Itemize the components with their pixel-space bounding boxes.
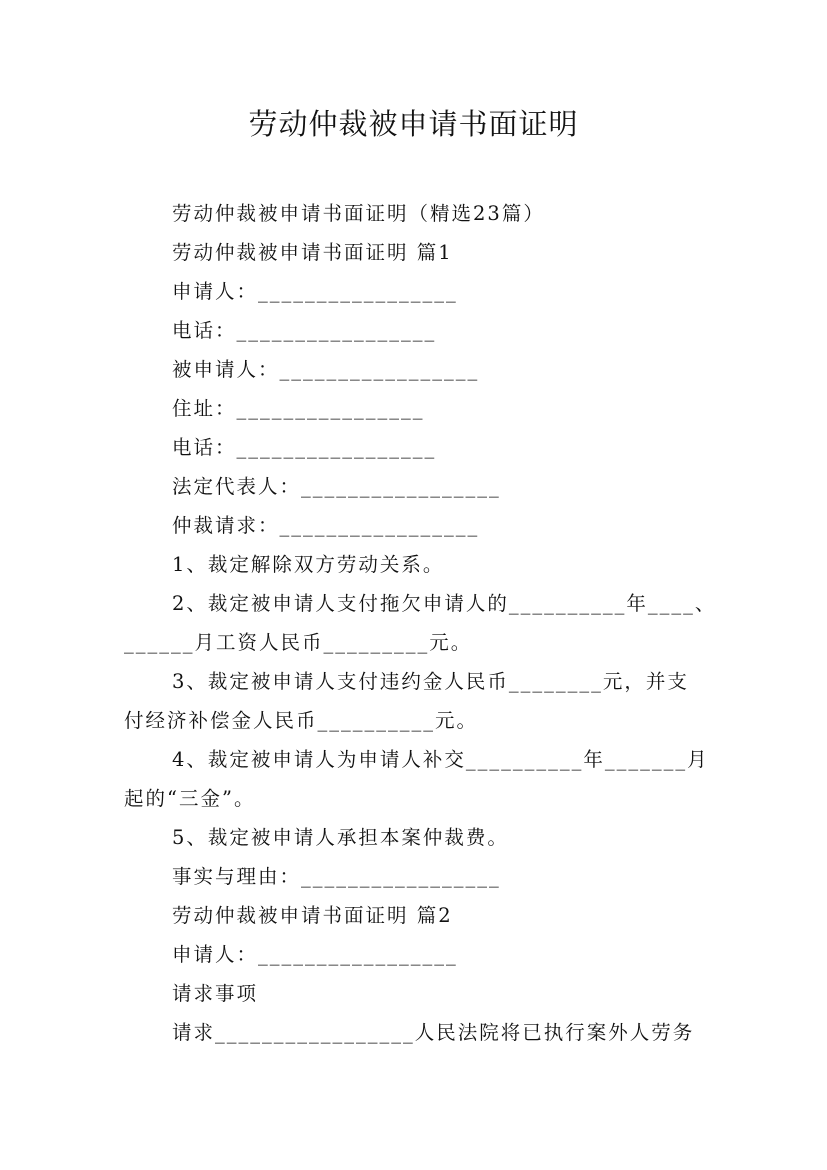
text-line: 2、裁定被申请人支付拖欠申请人的__________年____、 <box>172 592 717 615</box>
text-line: 法定代表人：_________________ <box>172 475 501 498</box>
text-line: 申请人：_________________ <box>172 943 458 966</box>
text-line: 请求_________________人民法院将已执行案外人劳务 <box>172 1021 695 1044</box>
text-line: 4、裁定被申请人为申请人补交__________年_______月 <box>172 748 709 771</box>
document-title: 劳动仲裁被申请书面证明 <box>248 107 579 141</box>
text-line: 电话：_________________ <box>172 319 437 342</box>
text-line: 3、裁定被申请人支付违约金人民币________元，并支 <box>172 670 689 693</box>
text-line: 请求事项 <box>172 982 259 1005</box>
text-line: 申请人：_________________ <box>172 280 458 303</box>
text-line: 电话：_________________ <box>172 436 437 459</box>
text-line: 住址：________________ <box>172 397 425 420</box>
text-line: 1、裁定解除双方劳动关系。 <box>172 553 445 576</box>
text-line: 劳动仲裁被申请书面证明（精选23篇） <box>172 202 545 225</box>
text-line: 起的“三金”。 <box>124 787 256 810</box>
text-line: 付经济补偿金人民币__________元。 <box>124 709 479 732</box>
text-line: 5、裁定被申请人承担本案仲裁费。 <box>172 826 509 849</box>
text-line: 劳动仲裁被申请书面证明 篇2 <box>172 904 453 927</box>
text-line: 被申请人：_________________ <box>172 358 480 381</box>
text-line: ______月工资人民币_________元。 <box>124 631 473 654</box>
text-line: 劳动仲裁被申请书面证明 篇1 <box>172 241 453 264</box>
text-line: 仲裁请求：_________________ <box>172 514 480 537</box>
text-line: 事实与理由：_________________ <box>172 865 501 888</box>
